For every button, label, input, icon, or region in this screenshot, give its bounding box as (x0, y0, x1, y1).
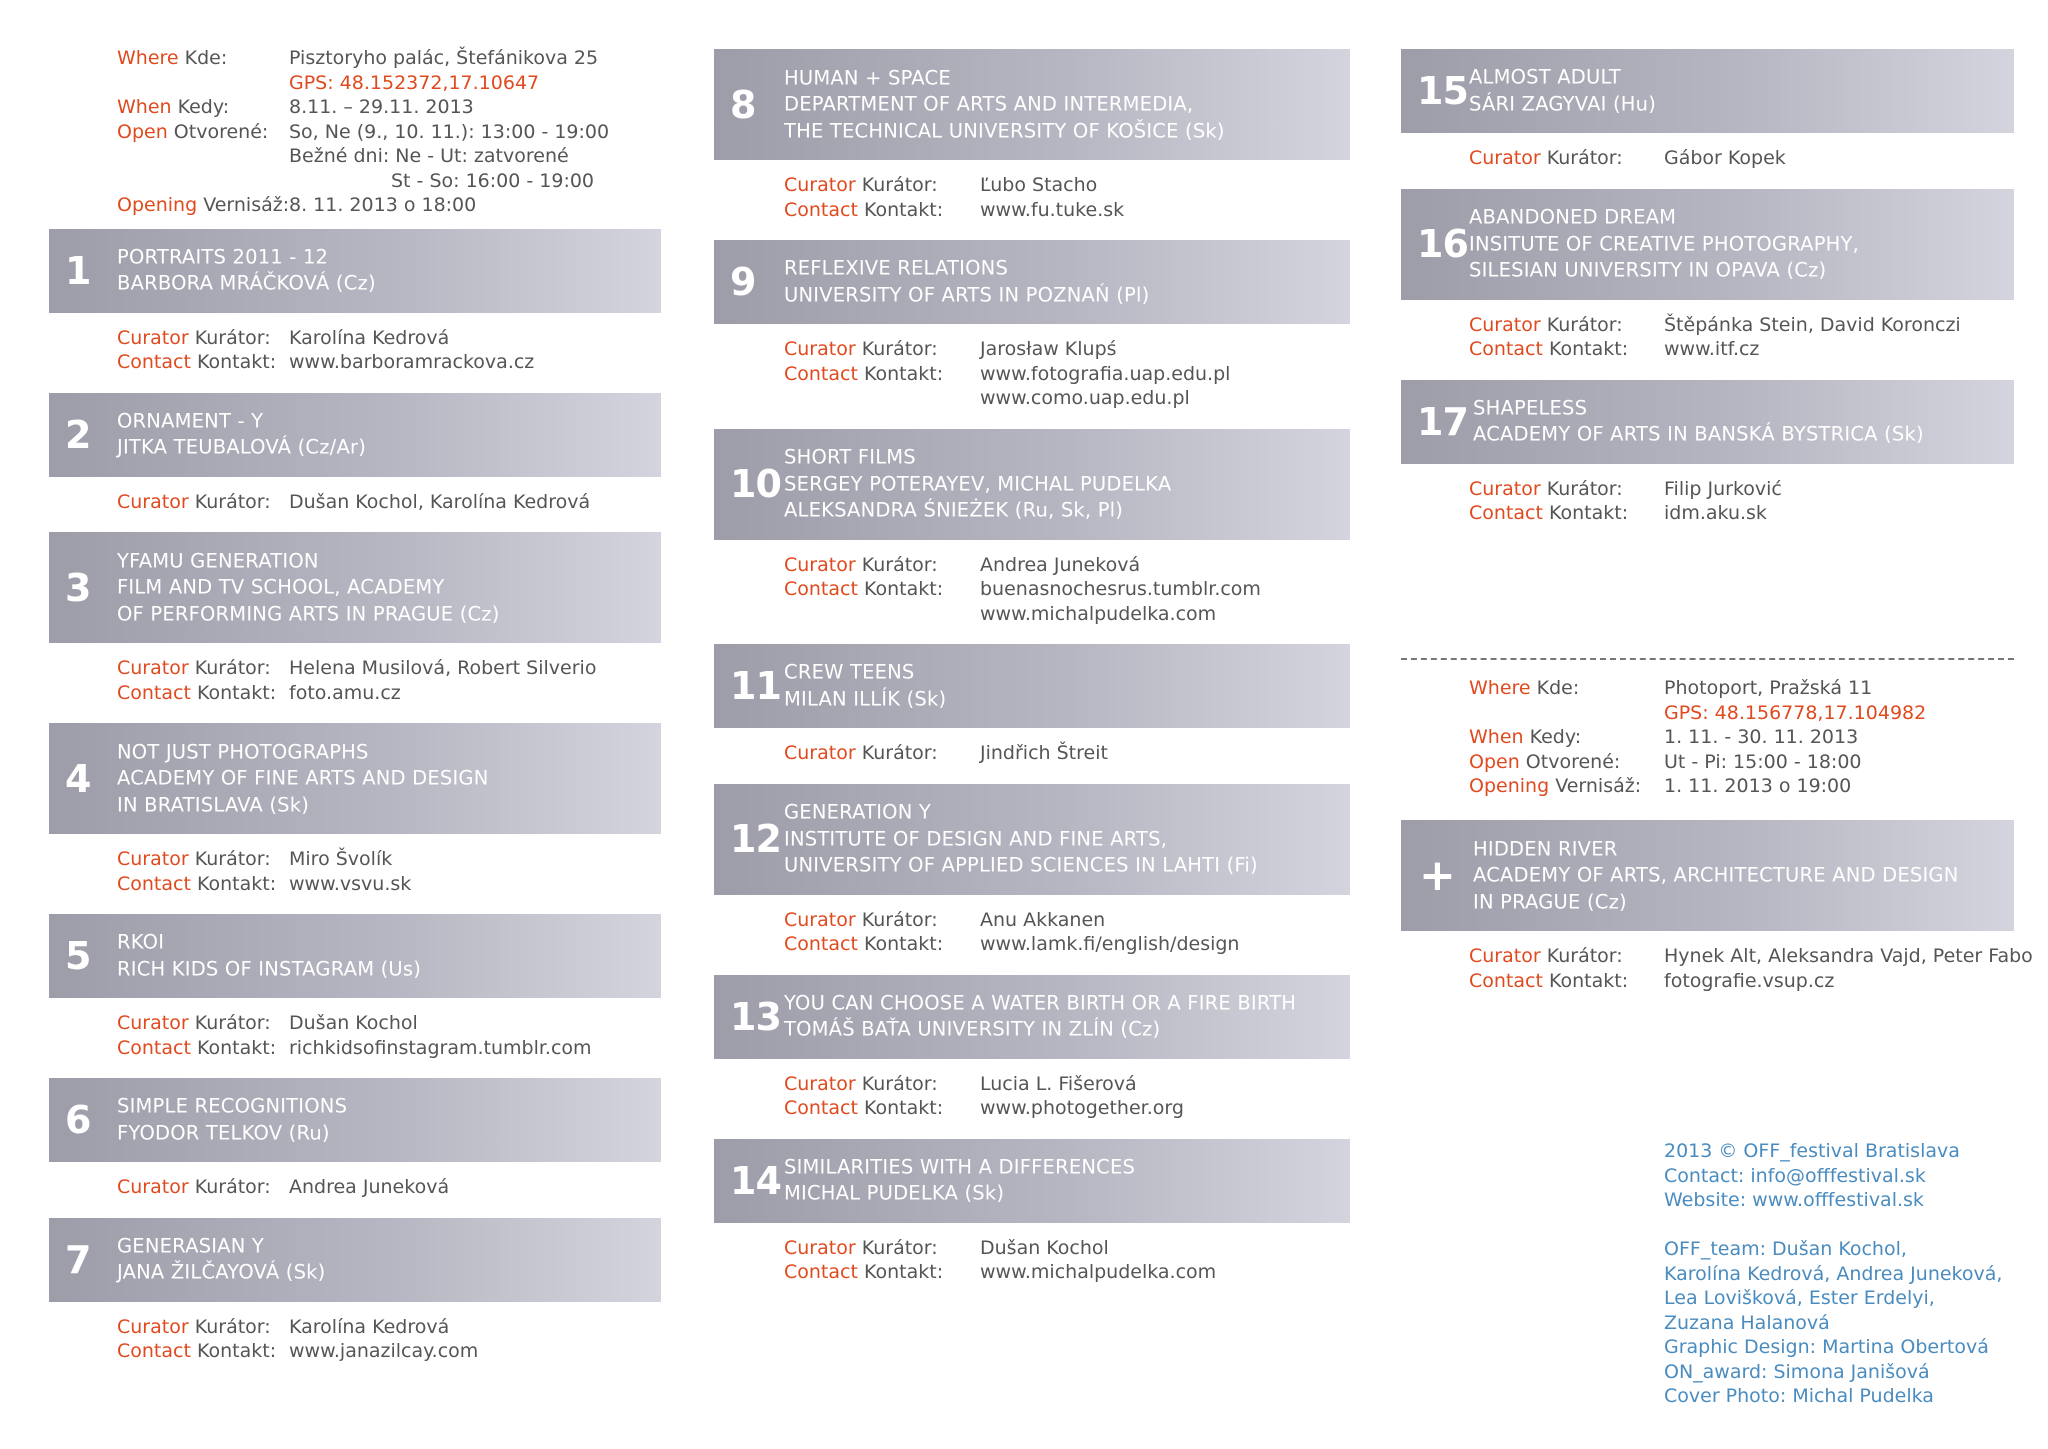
exhibition-banner-plus (1401, 820, 2014, 931)
open-label: Otvorené: (173, 120, 269, 143)
contact-label-red: Contact (1469, 502, 1543, 524)
exhibition-title: NOT JUST PHOTOGRAPHS (117, 739, 369, 763)
when-label: Kedy: (177, 96, 230, 118)
exhibition-banner-17 (1401, 380, 2014, 464)
contact-label-red: Contact (1469, 969, 1543, 992)
exhibition-details-15 (1469, 146, 2014, 171)
curator-value: Jindřich Štreit (980, 742, 1108, 764)
exhibition-title: ALMOST ADULT (1469, 65, 1621, 89)
open-value-weekend: St - So: 16:00 - 19:00 (391, 169, 595, 192)
exhibition-subtitle-2: OF PERFORMING ARTS IN PRAGUE (Cz) (117, 601, 500, 625)
curator-value: Dušan Kochol, Karolína Kedrová (289, 490, 591, 513)
exhibition-banner-10 (714, 429, 1350, 540)
curator-value: Filip Jurković (1664, 477, 1782, 500)
exhibition-title: SIMPLE RECOGNITIONS (117, 1094, 348, 1118)
exhibition-title: ABANDONED DREAM (1469, 205, 1677, 229)
curator-label: Kurátor: (861, 908, 938, 931)
curator-value: Andrea Juneková (980, 553, 1141, 576)
curator-label: Kurátor: (861, 1236, 938, 1259)
contact-label: Kontakt: (863, 362, 944, 385)
curator-value: Dušan Kochol (980, 1236, 1109, 1259)
exhibition-banner-5 (49, 914, 661, 998)
contact-label-red: Contact (117, 872, 191, 895)
exhibition-details-13 (784, 1072, 1350, 1121)
curator-label-red: Curator (117, 490, 189, 513)
exhibition-number: 4 (65, 756, 91, 801)
curator-label-red: Curator (784, 338, 856, 360)
exhibition-number: 12 (730, 817, 781, 861)
curator-label: Kurátor: (861, 553, 938, 576)
exhibition-number: 16 (1417, 222, 1468, 266)
exhibition-details-10 (784, 553, 1350, 627)
contact-label: Kontakt: (196, 1340, 277, 1362)
contact-label: Kontakt: (196, 872, 277, 895)
curator-label-red: Curator (784, 174, 856, 196)
contact-link[interactable]: fotografie.vsup.cz (1664, 969, 1835, 992)
curator-label: Kurátor: (194, 1012, 271, 1034)
exhibition-details-14 (784, 1236, 1350, 1285)
curator-value: Gábor Kopek (1664, 147, 1786, 169)
venue-info-1 (117, 46, 661, 218)
exhibition-number: 13 (730, 994, 781, 1039)
curator-label: Kurátor: (194, 490, 271, 513)
contact-label: Kontakt: (863, 1261, 944, 1283)
open-label-red: Open (1469, 750, 1520, 773)
when-value: 1. 11. - 30. 11. 2013 (1664, 726, 1859, 748)
contact-link-2[interactable]: www.michalpudelka.com (980, 602, 1217, 625)
curator-label-red: Curator (784, 908, 856, 931)
exhibition-number: 14 (730, 1158, 781, 1203)
curator-label-red: Curator (784, 742, 856, 764)
exhibition-banner-9 (714, 240, 1350, 324)
opening-value: 8. 11. 2013 o 18:00 (289, 194, 477, 216)
when-label-red: When (1469, 726, 1524, 748)
contact-link[interactable]: www.itf.cz (1664, 338, 1760, 360)
curator-value: Karolína Kedrová (289, 1315, 450, 1338)
contact-label-red: Contact (784, 578, 858, 600)
exhibition-number: 2 (65, 412, 91, 457)
exhibition-subtitle: JANA ŽILČAYOVÁ (Sk) (117, 1260, 326, 1284)
exhibition-number: 5 (65, 934, 91, 978)
exhibition-banner-14 (714, 1139, 1350, 1223)
contact-label: Kontakt: (863, 578, 944, 600)
opening-label-red: Opening (1469, 775, 1550, 797)
exhibition-banner-2 (49, 393, 661, 477)
curator-label: Kurátor: (1546, 147, 1623, 169)
curator-value: Miro Švolík (289, 848, 393, 870)
exhibition-details-plus (1469, 944, 2033, 993)
exhibition-subtitle: DEPARTMENT OF ARTS AND INTERMEDIA, (784, 92, 1194, 116)
where-value: Photoport, Pražská 11 (1664, 677, 1873, 699)
exhibition-details-11 (784, 741, 1350, 766)
exhibition-number: 17 (1417, 399, 1468, 444)
curator-label: Kurátor: (194, 1176, 271, 1198)
where-label: Kde: (1536, 677, 1580, 699)
contact-link[interactable]: www.vsvu.sk (289, 872, 412, 895)
exhibition-details-4 (117, 847, 661, 896)
credits (1664, 1139, 2002, 1409)
curator-label: Kurátor: (861, 174, 938, 196)
curator-label: Kurátor: (194, 1315, 271, 1338)
exhibition-details-2 (117, 490, 661, 515)
exhibition-subtitle: INSTITUTE OF DESIGN AND FINE ARTS, (784, 826, 1168, 850)
opening-label: Vernisáž: (1555, 775, 1642, 797)
exhibition-title: YFAMU GENERATION (117, 548, 319, 572)
contact-label-red: Contact (117, 1340, 191, 1362)
where-value: Pisztoryho palác, Štefánikova 25 (289, 47, 599, 69)
opening-value: 1. 11. 2013 o 19:00 (1664, 775, 1852, 797)
curator-label-red: Curator (117, 1176, 189, 1198)
exhibition-number: 10 (730, 462, 781, 506)
exhibition-title: HIDDEN RIVER (1473, 836, 1618, 860)
exhibition-subtitle-2: UNIVERSITY OF APPLIED SCIENCES IN LAHTI (Fi) (784, 853, 1258, 877)
exhibition-banner-3 (49, 532, 661, 643)
curator-label-red: Curator (784, 1236, 856, 1259)
curator-value: Helena Musilová, Robert Silverio (289, 657, 597, 679)
exhibition-details-16 (1469, 313, 2014, 362)
exhibition-banner-15 (1401, 49, 2014, 133)
contact-link-2[interactable]: www.como.uap.edu.pl (980, 387, 1190, 409)
exhibition-subtitle: UNIVERSITY OF ARTS IN POZNAŃ (Pl) (784, 283, 1150, 306)
contact-link[interactable]: idm.aku.sk (1664, 502, 1767, 524)
gps-value: GPS: 48.156778,17.104982 (1664, 701, 1927, 724)
exhibition-subtitle: MILAN ILLÍK (Sk) (784, 687, 947, 710)
exhibition-subtitle-2: THE TECHNICAL UNIVERSITY OF KOŠICE (Sk) (784, 118, 1225, 142)
exhibition-subtitle: SERGEY POTERAYEV, MICHAL PUDELKA (784, 471, 1172, 495)
curator-label-red: Curator (784, 1072, 856, 1095)
contact-label-red: Contact (784, 933, 858, 955)
exhibition-details-6 (117, 1175, 661, 1200)
contact-label: Kontakt: (863, 198, 944, 221)
exhibition-title: CREW TEENS (784, 660, 915, 684)
team-line-2: Karolína Kedrová, Andrea Juneková, (1664, 1262, 2003, 1285)
curator-value: Ľubo Stacho (980, 174, 1098, 196)
column-middle (714, 49, 1350, 1303)
exhibition-banner-8 (714, 49, 1350, 160)
curator-label: Kurátor: (861, 338, 938, 360)
open-label-red: Open (117, 120, 168, 143)
where-label-red: Where (117, 47, 179, 69)
exhibition-banner-16 (1401, 189, 2014, 300)
curator-label-red: Curator (1469, 147, 1541, 169)
contact-label: Kontakt: (1548, 502, 1629, 524)
exhibition-subtitle: ACADEMY OF FINE ARTS AND DESIGN (117, 766, 489, 790)
curator-value: Anu Akkanen (980, 908, 1106, 931)
contact-link[interactable]: www.lamk.fi/english/design (980, 933, 1240, 955)
curator-value: Dušan Kochol (289, 1012, 418, 1034)
exhibition-banner-7 (49, 1218, 661, 1302)
exhibition-subtitle: JITKA TEUBALOVÁ (Cz/Ar) (117, 435, 367, 459)
contact-label-red: Contact (117, 1036, 191, 1059)
exhibition-subtitle: ACADEMY OF ARTS, ARCHITECTURE AND DESIGN (1473, 863, 1959, 887)
exhibition-number: 15 (1417, 69, 1468, 113)
contact-label: Kontakt: (196, 681, 277, 704)
curator-label: Kurátor: (1546, 945, 1623, 967)
exhibition-title: GENERATION Y (784, 800, 932, 824)
curator-label-red: Curator (117, 1012, 189, 1034)
curator-label: Kurátor: (194, 326, 271, 349)
exhibition-title: YOU CAN CHOOSE A WATER BIRTH OR A FIRE BIRTH (784, 991, 1297, 1014)
exhibition-subtitle: TOMÁŠ BAŤA UNIVERSITY IN ZLÍN (Cz) (784, 1017, 1161, 1041)
exhibition-subtitle: INSITUTE OF CREATIVE PHOTOGRAPHY, (1469, 231, 1860, 255)
contact-link[interactable]: www.janazilcay.com (289, 1340, 479, 1362)
exhibition-banner-11 (714, 644, 1350, 728)
curator-value: Štěpánka Stein, David Koronczi (1664, 313, 1961, 336)
contact-label-red: Contact (117, 351, 191, 373)
contact-link[interactable]: foto.amu.cz (289, 681, 401, 704)
when-value: 8.11. – 29.11. 2013 (289, 96, 474, 118)
exhibition-number: 3 (65, 565, 91, 610)
cover-photo-credit: Cover Photo: Michal Pudelka (1664, 1385, 1934, 1407)
graphic-design-credit: Graphic Design: Martina Obertová (1664, 1336, 1989, 1358)
contact-label-red: Contact (117, 681, 191, 704)
exhibition-number: 8 (730, 82, 756, 127)
curator-label: Kurátor: (861, 742, 938, 764)
gps-value: GPS: 48.152372,17.10647 (289, 71, 540, 94)
exhibition-number: 7 (65, 1237, 91, 1282)
exhibition-subtitle: RICH KIDS OF INSTAGRAM (Us) (117, 957, 422, 980)
exhibition-banner-4 (49, 723, 661, 834)
column-right (1401, 49, 2014, 544)
contact-link[interactable]: www.fu.tuke.sk (980, 198, 1125, 221)
curator-label-red: Curator (117, 848, 189, 870)
when-label: Kedy: (1529, 726, 1582, 748)
exhibition-title: SHAPELESS (1473, 396, 1588, 419)
contact-label: Kontakt: (863, 1097, 944, 1119)
curator-value: Hynek Alt, Aleksandra Vajd, Peter Fabo (1664, 945, 2033, 967)
exhibition-title: GENERASIAN Y (117, 1234, 265, 1257)
exhibition-banner-12 (714, 784, 1350, 895)
plus-icon: + (1419, 849, 1455, 901)
exhibition-details-3 (117, 656, 661, 705)
exhibition-details-5 (117, 1011, 661, 1060)
contact-label: Kontakt: (1548, 338, 1629, 360)
exhibition-title: REFLEXIVE RELATIONS (784, 256, 1009, 280)
contact-link[interactable]: buenasnochesrus.tumblr.com (980, 578, 1261, 600)
curator-label-red: Curator (117, 657, 189, 679)
exhibition-number: 9 (730, 260, 756, 304)
exhibition-subtitle-2: ALEKSANDRA ŚNIEŻEK (Ru, Sk, Pl) (784, 498, 1124, 522)
curator-label: Kurátor: (194, 657, 271, 679)
contact-label: Kontakt: (863, 933, 944, 955)
team-line-1: OFF_team: Dušan Kochol, (1664, 1238, 1907, 1260)
open-value-weekdays: Bežné dni: Ne - Ut: zatvorené (289, 145, 569, 167)
exhibition-title: PORTRAITS 2011 - 12 (117, 245, 329, 268)
contact-link[interactable]: www.photogether.org (980, 1097, 1184, 1119)
opening-label: Vernisáž: (203, 194, 290, 216)
section-divider (1401, 658, 2014, 660)
exhibition-details-12 (784, 908, 1350, 957)
exhibition-subtitle: SÁRI ZAGYVAI (Hu) (1469, 92, 1657, 115)
exhibition-title: RKOI (117, 930, 165, 954)
open-value: Ut - Pi: 15:00 - 18:00 (1664, 750, 1862, 773)
contact-label-red: Contact (784, 1097, 858, 1119)
exhibition-title: SIMILARITIES WITH A DIFFERENCES (784, 1155, 1136, 1178)
exhibition-subtitle: ACADEMY OF ARTS IN BANSKÁ BYSTRICA (Sk) (1473, 422, 1924, 446)
contact-link[interactable]: www.fotografia.uap.edu.pl (980, 362, 1231, 385)
exhibition-subtitle: FYODOR TELKOV (Ru) (117, 1121, 330, 1144)
curator-label: Kurátor: (1546, 313, 1623, 336)
curator-label: Kurátor: (861, 1072, 938, 1095)
exhibition-number: 11 (730, 664, 781, 708)
contact-label-red: Contact (784, 1261, 858, 1283)
exhibition-subtitle: BARBORA MRÁČKOVÁ (Cz) (117, 271, 376, 295)
team-line-3: Lea Lovišková, Ester Erdelyi, (1664, 1287, 1935, 1309)
curator-label-red: Curator (784, 553, 856, 576)
curator-label-red: Curator (1469, 477, 1541, 500)
open-label: Otvorené: (1525, 750, 1621, 773)
exhibition-number: 1 (65, 248, 91, 293)
exhibition-details-1 (117, 326, 661, 375)
curator-label-red: Curator (117, 326, 189, 349)
contact-label-red: Contact (784, 198, 858, 221)
exhibition-banner-13 (714, 975, 1350, 1059)
exhibition-banner-6 (49, 1078, 661, 1162)
exhibition-details-17 (1469, 477, 2014, 526)
exhibition-title: ORNAMENT - Y (117, 409, 264, 432)
when-label-red: When (117, 96, 172, 118)
copyright-text: 2013 © OFF_festival Bratislava (1664, 1140, 1960, 1162)
curator-label: Kurátor: (194, 848, 271, 870)
exhibition-details-9 (784, 337, 1350, 411)
opening-label-red: Opening (117, 194, 198, 216)
website-link[interactable]: Website: www.offfestival.sk (1664, 1189, 1924, 1211)
contact-label: Kontakt: (196, 1036, 277, 1059)
curator-value: Andrea Juneková (289, 1176, 450, 1198)
curator-value: Karolína Kedrová (289, 326, 450, 349)
open-value: So, Ne (9., 10. 11.): 13:00 - 19:00 (289, 120, 610, 143)
exhibition-subtitle-2: SILESIAN UNIVERSITY IN OPAVA (Cz) (1469, 258, 1827, 282)
column-left (49, 46, 661, 1382)
exhibition-subtitle: FILM AND TV SCHOOL, ACADEMY (117, 575, 445, 599)
exhibition-subtitle: MICHAL PUDELKA (Sk) (784, 1181, 1005, 1205)
curator-label: Kurátor: (1546, 477, 1623, 500)
contact-email-link[interactable]: Contact: info@offfestival.sk (1664, 1164, 1926, 1187)
exhibition-title: SHORT FILMS (784, 445, 916, 469)
curator-value: Lucia L. Fišerová (980, 1072, 1137, 1095)
contact-label: Kontakt: (196, 351, 277, 373)
contact-label-red: Contact (784, 362, 858, 385)
curator-label-red: Curator (1469, 945, 1541, 967)
venue-info-2 (1469, 676, 1926, 799)
exhibition-subtitle-2: IN BRATISLAVA (Sk) (117, 792, 310, 816)
exhibition-title: HUMAN + SPACE (784, 65, 951, 89)
contact-link[interactable]: www.barboramrackova.cz (289, 351, 535, 373)
exhibition-number: 6 (65, 1098, 91, 1142)
contact-label: Kontakt: (1548, 969, 1629, 992)
curator-label-red: Curator (117, 1315, 189, 1338)
exhibition-subtitle-2: IN PRAGUE (Cz) (1473, 889, 1627, 913)
contact-link[interactable]: www.michalpudelka.com (980, 1261, 1217, 1283)
curator-label-red: Curator (1469, 313, 1541, 336)
award-credit: ON_award: Simona Janišová (1664, 1360, 1930, 1383)
exhibition-plus (1401, 820, 2033, 1011)
exhibition-details-7 (117, 1315, 661, 1364)
curator-value: Jarosław Klupś (980, 338, 1117, 360)
team-line-4: Zuzana Halanová (1664, 1311, 1830, 1334)
where-label-red: Where (1469, 677, 1531, 699)
exhibition-details-8 (784, 173, 1350, 222)
where-label: Kde: (184, 47, 228, 69)
contact-link[interactable]: richkidsofinstagram.tumblr.com (289, 1036, 592, 1059)
exhibition-banner-1 (49, 229, 661, 313)
contact-label-red: Contact (1469, 338, 1543, 360)
